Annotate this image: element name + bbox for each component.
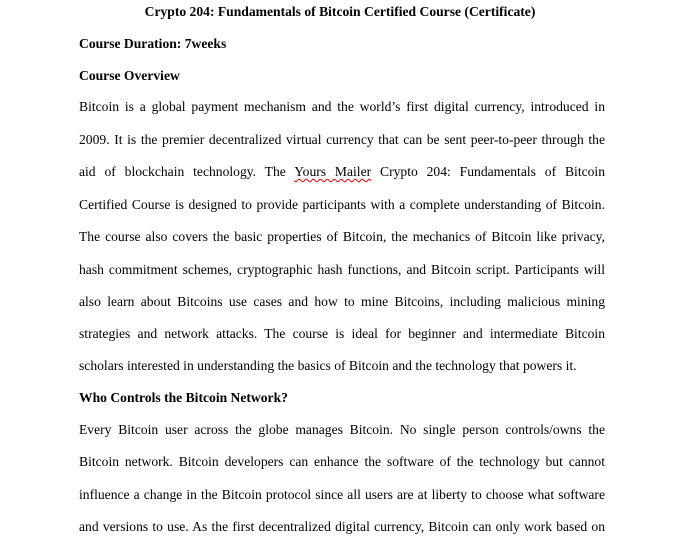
paragraph-line: 2009. It is the premier decentralized virtual currency that can be sent peer-to-peer through the bbox=[79, 132, 605, 147]
paragraph-line: The course also covers the basic properties of Bitcoin, the mechanics of Bitcoin like privacy, bbox=[79, 229, 605, 244]
paragraph-text: Crypto 204: Fundamentals of Bitcoin bbox=[371, 164, 605, 179]
paragraph-line: Bitcoin network. Bitcoin developers can enhance the software of the technology but cannot bbox=[79, 454, 605, 469]
course-duration: Course Duration: 7weeks bbox=[79, 36, 227, 51]
paragraph-line: hash commitment schemes, cryptographic hash functions, and Bitcoin script. Participants will bbox=[79, 262, 605, 277]
paragraph-line bbox=[79, 163, 605, 181]
paragraph-text: aid of blockchain technology. The bbox=[79, 164, 286, 179]
misspelled-word[interactable]: Yours Mailer bbox=[294, 164, 372, 179]
paragraph-line: Certified Course is designed to provide participants with a complete understanding of Bitcoin. bbox=[79, 197, 605, 212]
paragraph-line: strategies and network attacks. The course is ideal for beginner and intermediate Bitcoin bbox=[79, 326, 605, 341]
paragraph-line: Bitcoin is a global payment mechanism and the world’s first digital currency, introduced in bbox=[79, 99, 605, 114]
paragraph-line: scholars interested in understanding the basics of Bitcoin and the technology that powers it. bbox=[79, 358, 577, 373]
paragraph-line: and versions to use. As the first decentralized digital currency, Bitcoin can only work based on bbox=[79, 519, 605, 534]
document-title: Crypto 204: Fundamentals of Bitcoin Certified Course (Certificate) bbox=[144, 4, 536, 19]
paragraph-line: influence a change in the Bitcoin protocol since all users are at liberty to choose what software bbox=[79, 487, 605, 502]
paragraph-line: also learn about Bitcoins use cases and how to mine Bitcoins, including malicious mining bbox=[79, 294, 605, 309]
control-heading: Who Controls the Bitcoin Network? bbox=[79, 390, 288, 405]
overview-heading: Course Overview bbox=[79, 68, 180, 83]
paragraph-line: Every Bitcoin user across the globe manages Bitcoin. No single person controls/owns the bbox=[79, 422, 605, 437]
